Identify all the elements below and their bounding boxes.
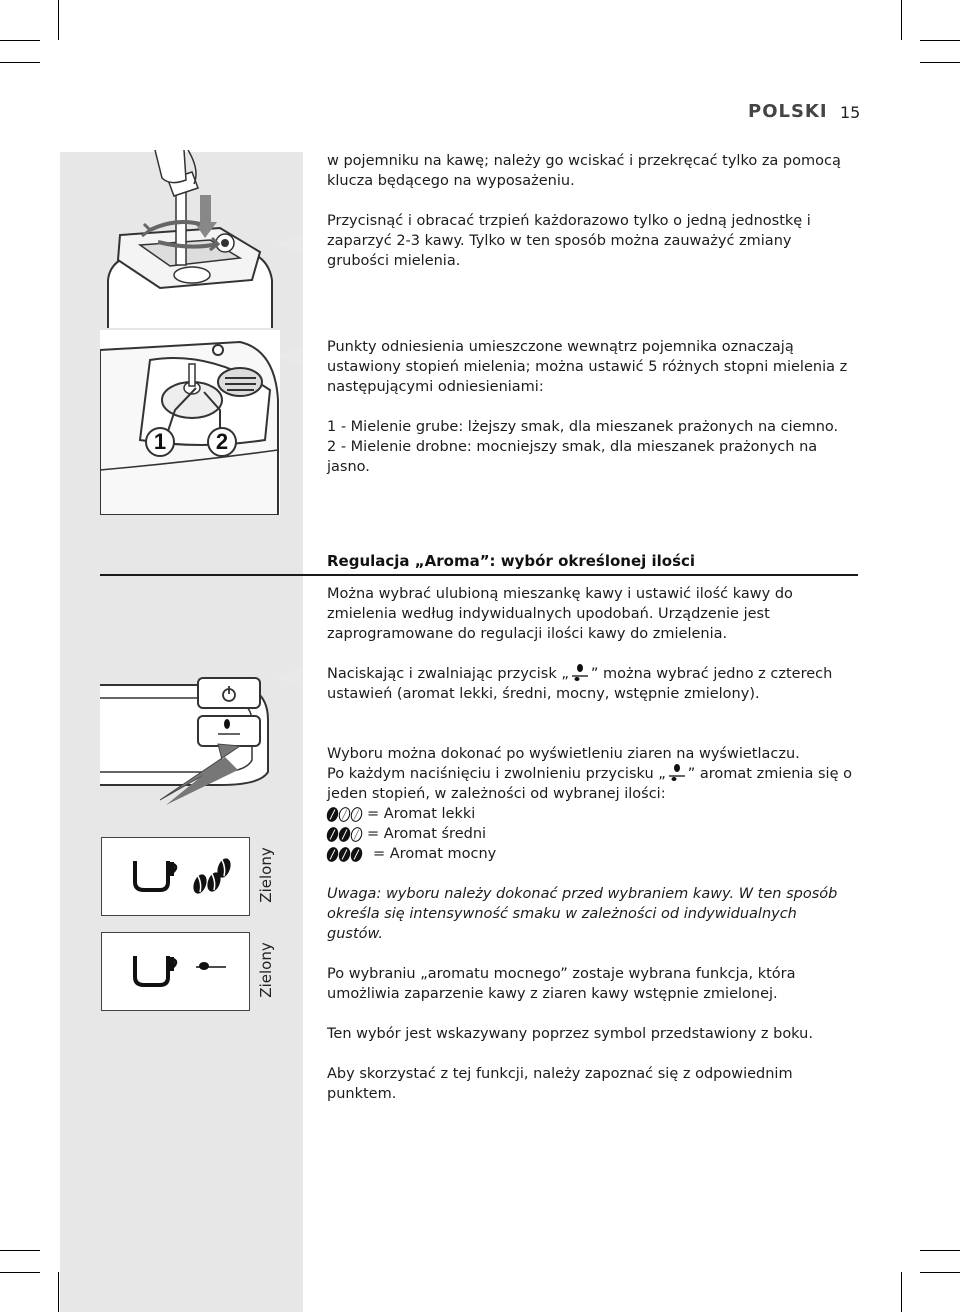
callout-2: 2	[215, 429, 229, 454]
note: Uwaga: wyboru należy dokonać przed wybraniem kawy. W ten sposób określa się intensywność smaku w zależności od indywidualnych gustów.	[327, 886, 838, 942]
control-panel-illustration	[100, 660, 280, 805]
grinder-key-text	[327, 151, 857, 271]
cup-icon	[132, 858, 180, 894]
crop-mark	[920, 1250, 960, 1251]
aroma-button-icon	[666, 764, 688, 782]
paragraph: Po wybraniu „aromatu mocnego” zostaje wybrana funkcja, która umożliwia zaparzenie kawy z ziaren kawy wstępnie zmielonej.	[327, 966, 796, 1002]
paragraph: Można wybrać ulubioną mieszankę kawy i ustawić ilość kawy do zmielenia według indywidualnych upodobań. Urządzenie jest zaprogramowane do regulacji ilości kawy do zmielenia.	[327, 586, 793, 642]
paragraph: Wyboru można dokonać po wyświetleniu ziaren na wyświetlaczu.	[327, 746, 800, 762]
pointer-triangle	[277, 666, 303, 688]
paragraph: w pojemniku na kawę; należy go wciskać i przekręcać tylko za pomocą klucza będącego na wyposażeniu.	[327, 153, 841, 189]
paragraph	[327, 764, 857, 804]
grinder-key-illustration	[100, 150, 280, 330]
pointer-triangle	[277, 233, 303, 255]
paragraph: Aby skorzystać z tej funkcji, należy zapoznać się z odpowiednim punktem.	[327, 1066, 793, 1102]
display-label-green-2: Zielony	[257, 942, 275, 998]
aroma-medium-label: = Aromat średni	[367, 826, 487, 842]
list-item: 1 - Mielenie grube: lżejszy smak, dla mieszanek prażonych na ciemno.	[327, 419, 839, 435]
crop-mark	[0, 40, 40, 41]
coffee-bean-outline-icon	[349, 825, 364, 843]
coffee-bean-filled-icon	[349, 845, 364, 863]
crop-mark	[920, 1272, 960, 1273]
coffee-bean-outline-icon	[349, 805, 364, 823]
coffee-beans-icon	[190, 856, 236, 898]
paragraph: Punkty odniesienia umieszczone wewnątrz pojemnika oznaczają ustawiony stopień mielenia; można ustawić 5 różnych stopni mielenia z następującymi odniesieniami:	[327, 339, 848, 395]
display-beans-box	[101, 837, 250, 916]
crop-mark	[920, 40, 960, 41]
grinder-reference-illustration	[100, 330, 280, 515]
paragraph: Przycisnąć i obracać trzpień każdorazowo tylko o jedną jednostkę i zaparzyć 2-3 kawy. Tylko w ten sposób można zauważyć zmiany grubości mielenia.	[327, 213, 811, 269]
pointer-triangle	[277, 345, 303, 367]
text-segment: Naciskając i zwalniając przycisk „	[327, 666, 569, 682]
section-heading: Regulacja „Aroma”: wybór określonej ilości	[327, 552, 696, 570]
pre-ground-coffee-icon	[194, 961, 228, 975]
aroma-light-label: = Aromat lekki	[367, 806, 476, 822]
aroma-strong-label: = Aromat mocny	[373, 846, 497, 862]
paragraph	[327, 664, 857, 704]
crop-mark	[58, 0, 59, 40]
crop-mark	[901, 0, 902, 40]
crop-mark	[901, 1272, 902, 1312]
aroma-medium-row	[327, 824, 857, 844]
aroma-strong-row	[327, 844, 857, 864]
cup-icon	[132, 953, 180, 989]
aroma-light-row	[327, 804, 857, 824]
language-label: POLSKI	[748, 101, 828, 122]
page-number: 15	[840, 103, 861, 122]
aroma-text	[327, 584, 857, 1104]
text-segment: ” można wybrać jedno z czterech ustawień (aromat lekki, średni, mocny, wstępnie zmielony).	[327, 666, 833, 702]
heading-rule	[100, 574, 858, 576]
display-label-green-1: Zielony	[257, 847, 275, 903]
text-segment: Po każdym naciśnięciu i zwolnieniu przycisku „	[327, 766, 666, 782]
crop-mark	[58, 1272, 59, 1312]
crop-mark	[920, 62, 960, 63]
callout-1: 1	[153, 429, 167, 454]
text-segment: ” aromat zmienia się o jeden stopień, w zależności od wybranej ilości:	[327, 766, 852, 802]
aroma-button-icon	[569, 664, 591, 682]
paragraph: Ten wybór jest wskazywany poprzez symbol przedstawiony z boku.	[327, 1026, 813, 1042]
crop-mark	[0, 62, 40, 63]
crop-mark	[0, 1272, 40, 1273]
list-item: 2 - Mielenie drobne: mocniejszy smak, dla mieszanek prażonych na jasno.	[327, 439, 818, 475]
display-pre-ground-box	[101, 932, 250, 1011]
reference-points-text	[327, 337, 857, 477]
crop-mark	[0, 1250, 40, 1251]
